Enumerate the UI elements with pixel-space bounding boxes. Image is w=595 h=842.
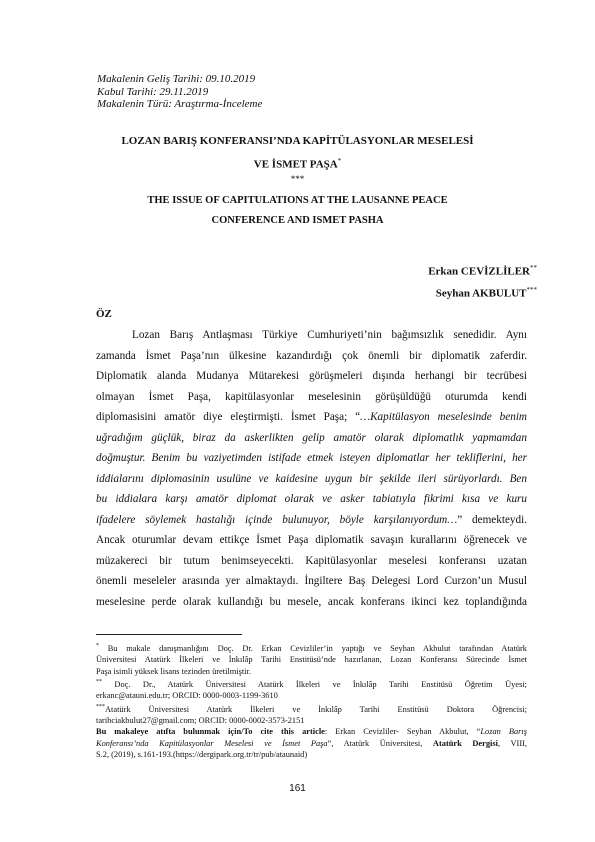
abstract-line: Ancak oturumlar devam ettikçe İsmet Paşa diplomatik savaşın kurallarını öğrenecek ve bbox=[96, 534, 527, 546]
abstract-line: Lozan Barış Antlaşması Türkiye Cumhuriyeti’nin bağımsızlık senedidir. Aynı bbox=[132, 329, 527, 341]
footnote-1-cont: Üniversitesi Atatürk İlkeleri ve İnkılâp Tarihi Enstitüsü’nde hazırlanan, Lozan Konferansı Sürecinde İsmet bbox=[96, 655, 527, 665]
title-turkish bbox=[60, 131, 535, 175]
title-english bbox=[60, 191, 535, 231]
author-1-name: Erkan CEVİZLİLER bbox=[428, 265, 530, 278]
title-en-line1: THE ISSUE OF CAPITULATIONS AT THE LAUSANNE PEACE bbox=[147, 195, 448, 206]
citation: Bu makaleye atıfta bulunmak için/To cite this article: Erkan Cevizliler- Seyhan Akbulut, “Lozan Barış bbox=[96, 727, 527, 737]
abstract-line: iddialarını diplomasinin usulüne ve kaidesine uygun bir şekilde ileri sürüyorlardı. Ben bbox=[96, 472, 527, 485]
footnote-1-cont: Paşa isimli yüksek lisans tezinden üretilmiştir. bbox=[96, 666, 251, 676]
abstract-line: olmayan İsmet Paşa, kapitülasyonlar meselesinin görüşüldüğü oturumda kendi bbox=[96, 390, 527, 403]
abstract-line: diplomasisini amatör diye eleştirmişti. İsmet Paşa; “…Kapitülasyon meselesinde benim bbox=[96, 411, 528, 423]
abstract-line: meselesine perde olarak kullandığı bu mesele, ancak konferans ikinci kez toplandığında bbox=[96, 595, 527, 608]
article-type: Makalenin Türü: Araştırma-İnceleme bbox=[97, 98, 263, 110]
title-tr-line2: VE İSMET PAŞA* bbox=[253, 157, 342, 171]
footnote-3-email[interactable]: tarihciakbulut27@gmail.com; ORCID: 0000-0002-3573-2151 bbox=[96, 715, 305, 725]
footnote-2-email[interactable]: erkanc@atauni.edu.tr; ORCID: 0000-0003-1199-3610 bbox=[96, 691, 278, 701]
citation-url[interactable]: S.2, (2019), s.161-193.(https://dergipark.org.tr/tr/pub/ataunaid) bbox=[96, 750, 308, 760]
citation-cont: Konferansı’nda Kapitülasyonlar Meselesi ve İsmet Paşa”, Atatürk Üniversitesi, Atatürk Dergisi, VIII, bbox=[96, 738, 527, 748]
page-number: 161 bbox=[289, 783, 306, 794]
abstract-line: önemli meseleler arasında yer almaktaydı. İngiltere Baş Delegesi Lord Curzon’un Musul bbox=[96, 575, 527, 587]
footnote-2: ** Doç. Dr., Atatürk Üniversitesi Atatürk İlkeleri ve İnkılâp Tarihi Enstitüsü Öğretim Üyesi; bbox=[96, 679, 527, 689]
author-2 bbox=[436, 286, 537, 300]
abstract-line: Diplomatik alanda Mudanya Mütarekesi görüşmeleri dışında herhangi bir tecrübesi bbox=[96, 370, 527, 382]
footnote-divider bbox=[96, 634, 242, 635]
footnotes bbox=[96, 641, 527, 760]
abstract-heading: ÖZ bbox=[96, 308, 112, 320]
abstract-line: müzakereci bir tutum benimseyecekti. Kapitülasyonlar meselesi konferansı uzatan bbox=[96, 554, 527, 567]
article-meta bbox=[97, 73, 262, 111]
abstract-line: bu iddialara karşı amatör diplomat olarak ve asker tabiatıyla fikrimi kısa ve kuru bbox=[96, 493, 527, 505]
accepted-date: Kabul Tarihi: 29.11.2019 bbox=[97, 85, 209, 98]
abstract-paragraph bbox=[96, 325, 527, 612]
title-tr-line1: LOZAN BARIŞ KONFERANSI’NDA KAPİTÜLASYONLAR MESELESİ bbox=[121, 135, 474, 147]
title-separator: *** bbox=[290, 174, 305, 184]
footnote-3: ***Atatürk Üniversitesi Atatürk İlkeleri ve İnkılâp Tarihi Enstitüsü Doktora Öğrencisi; bbox=[96, 703, 527, 714]
author-1 bbox=[428, 264, 537, 278]
abstract-line: ifadelere söylemek hastalığı içinde bulunuyor, böyle karşılanıyordum…” demekteydi. bbox=[96, 513, 528, 526]
title-en-line2: CONFERENCE AND ISMET PASHA bbox=[211, 215, 384, 226]
author-2-name: Seyhan AKBULUT bbox=[435, 287, 527, 300]
received-date: Makalenin Geliş Tarihi: 09.10.2019 bbox=[97, 73, 256, 85]
abstract-line: doğmuştur. Benim bu vaziyetimden istifade etmek isteyen diplomatlar her tekliflerini, her bbox=[96, 452, 527, 464]
author-2-mark: *** bbox=[526, 286, 537, 294]
title-footnote-mark: * bbox=[337, 157, 342, 165]
footnote-1: * Bu makale danışmanlığını Doç. Dr. Erkan Cevizliler’in yaptığı ve Seyhan Akbulut tarafından Atatürk bbox=[96, 643, 527, 653]
abstract-line: zamanda İsmet Paşa’nın ülkesine kazandırdığı çok önemli bir diplomatik zaferdir. bbox=[96, 349, 527, 362]
author-1-mark: ** bbox=[530, 264, 537, 272]
abstract-line: uğradığım güçlük, biraz da askerlikten gelip amatör olarak diplomatlık yapmamdan bbox=[96, 431, 527, 444]
